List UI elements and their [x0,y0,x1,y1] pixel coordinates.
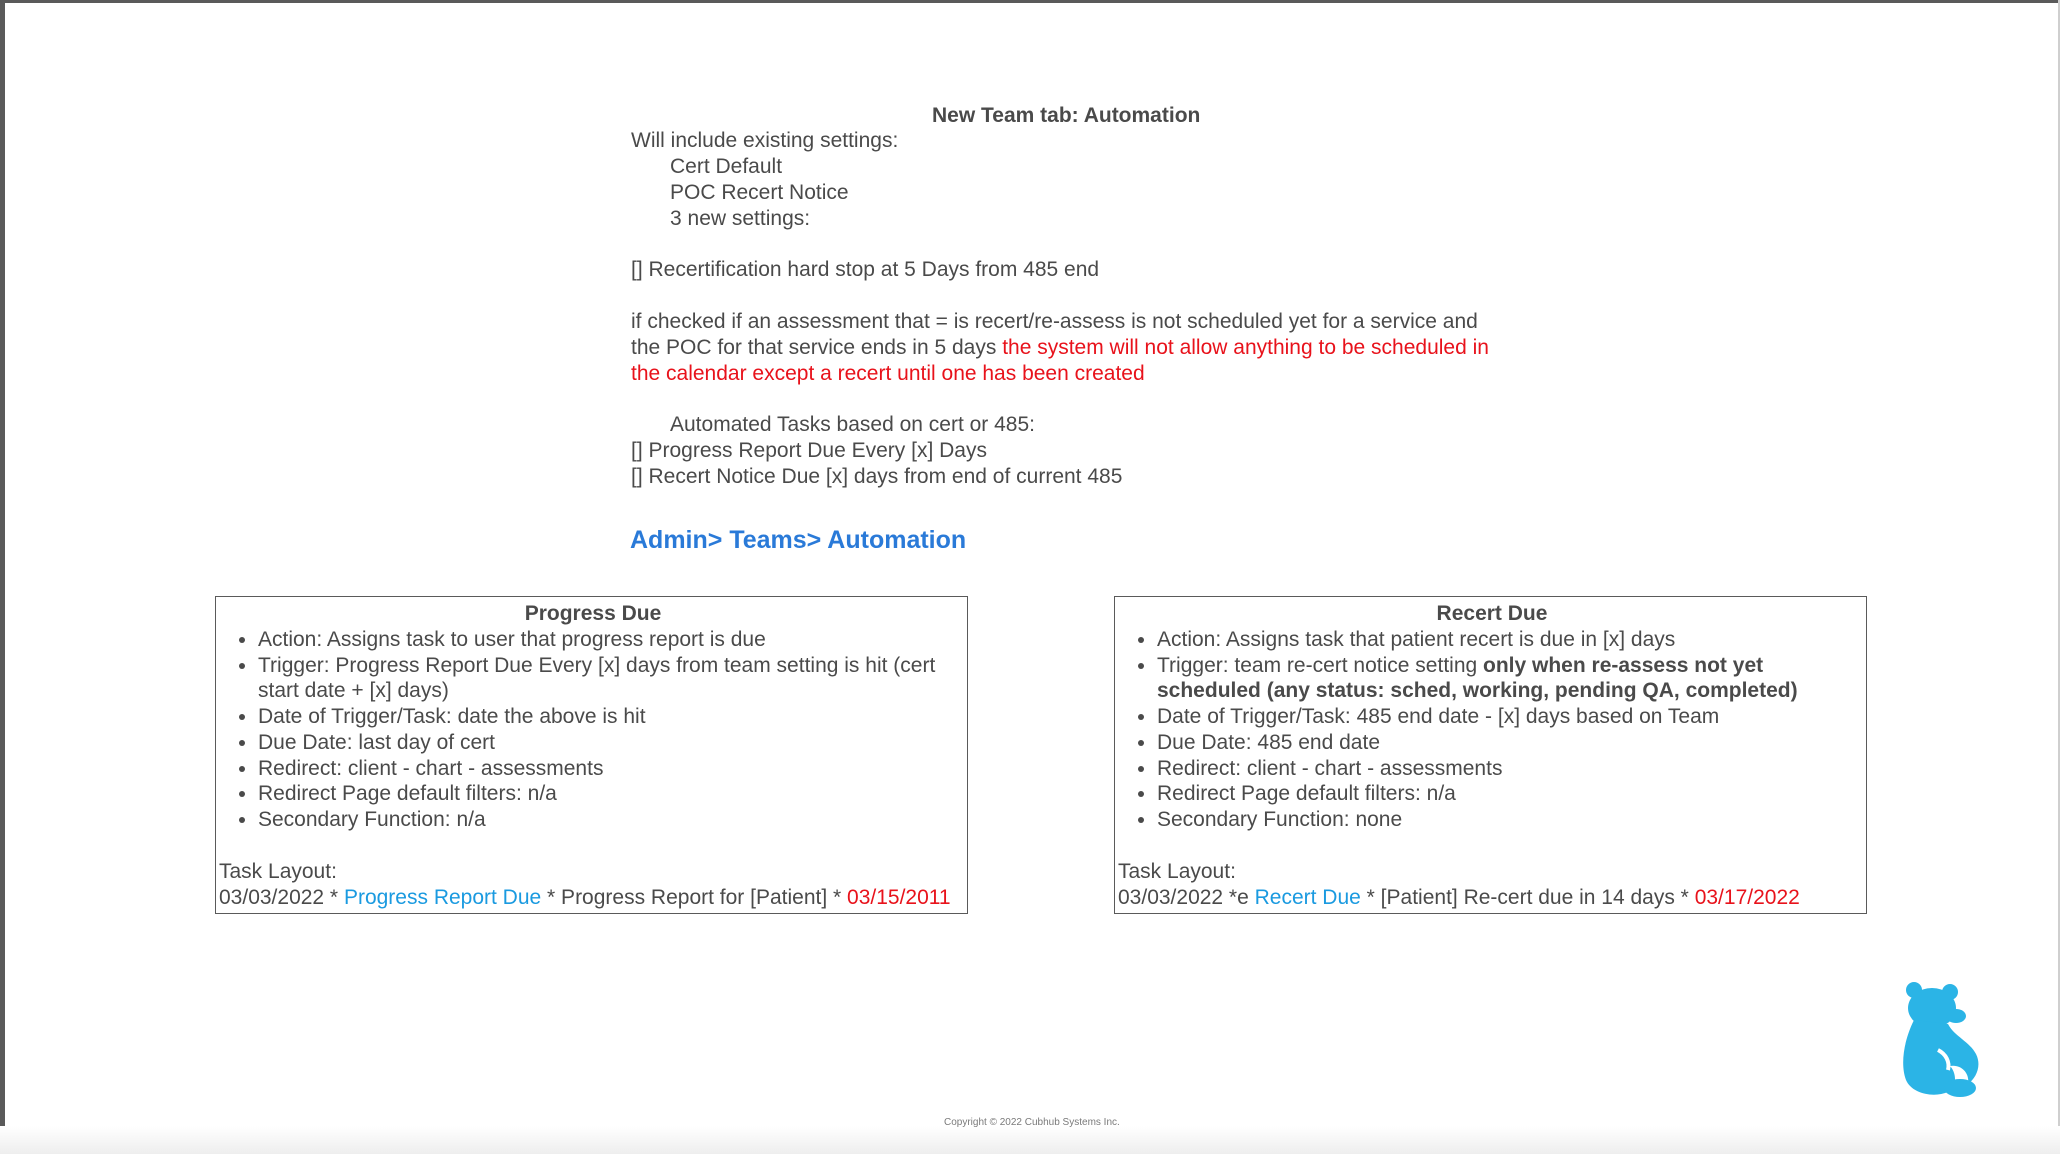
list-item: • Action: Assigns task that patient recert is due in [x] days [1157,627,1866,653]
trigger-bold: only when re-assess not yet scheduled (any status: sched, working, pending QA, completed) [1157,653,1798,703]
breadcrumb-heading: Admin> Teams> Automation [630,526,967,554]
task-layout-example [219,885,967,911]
progress-due-list [219,627,967,833]
list-item: • Due Date: 485 end date [1157,730,1866,756]
window-top-border [0,0,2060,3]
setting-cert-default: Cert Default [670,155,783,178]
automated-intro: Automated Tasks based on cert or 485: [670,413,1035,436]
list-item: • Date of Trigger/Task: date the above is hit [258,704,967,730]
list-item: • Action: Assigns task to user that progress report is due [258,627,967,653]
recert-due-title: Recert Due [1436,602,1548,625]
list-item: • Secondary Function: n/a [258,807,967,833]
progress-due-box [215,596,968,914]
task-layout-due-date: 03/17/2022 [1694,885,1800,909]
doc-title: New Team tab: Automation [932,104,1201,127]
hard-stop-desc-plain: the POC for that service ends in 5 days [631,336,1003,359]
task-layout-text: * Progress Report for [Patient] * [541,885,848,909]
list-item: • Redirect: client - chart - assessments [1157,756,1866,782]
task-layout-link[interactable]: Recert Due [1254,885,1361,909]
task-layout-label: Task Layout: [1118,859,1236,883]
task-layout-example [1118,885,1866,911]
automated-item-progress: [] Progress Report Due Every [x] Days [631,439,987,462]
list-item [1157,653,1866,704]
hard-stop-setting: [] Recertification hard stop at 5 Days from 485 end [631,258,1100,281]
list-item: • Redirect: client - chart - assessments [258,756,967,782]
trigger-plain: Trigger: team re-cert notice setting [1157,653,1484,677]
list-item: • Date of Trigger/Task: 485 end date - [x] days based on Team [1157,704,1866,730]
hard-stop-desc-line2 [631,335,1489,361]
recert-due-list [1118,627,1866,833]
hard-stop-desc-warning: the system will not allow anything to be scheduled in [1002,336,1489,359]
list-item: • Due Date: last day of cert [258,730,967,756]
task-layout-link[interactable]: Progress Report Due [343,885,542,909]
task-layout-text: * [Patient] Re-cert due in 14 days * [1360,885,1695,909]
list-item: • Redirect Page default filters: n/a [1157,781,1866,807]
progress-due-title: Progress Due [524,602,662,625]
automated-item-recert: [] Recert Notice Due [x] days from end of current 485 [631,465,1123,488]
setting-new-count: 3 new settings: [670,207,811,230]
task-layout-label: Task Layout: [219,859,337,883]
task-layout-due-date: 03/15/2011 [847,885,951,909]
hard-stop-desc-line3: the calendar except a recert until one has been created [631,362,1145,385]
setting-poc-recert: POC Recert Notice [670,181,849,204]
intro-text: Will include existing settings: [631,129,899,152]
hard-stop-desc-line1: if checked if an assessment that = is recert/re-assess is not scheduled yet for a service and [631,310,1478,333]
window-bottom-shade [0,1126,2060,1154]
window-left-border [0,0,5,1154]
task-layout-date: 03/03/2022 *e [1118,885,1255,909]
task-layout-date: 03/03/2022 * [219,885,344,909]
bear-cub-logo-icon [1898,980,1984,1098]
copyright-text: Copyright © 2022 Cubhub Systems Inc. [944,1117,1120,1128]
list-item: • Secondary Function: none [1157,807,1866,833]
recert-due-box [1114,596,1867,914]
list-item: • Trigger: Progress Report Due Every [x] days from team setting is hit (cert start date + [x] days) [258,653,967,704]
list-item: • Redirect Page default filters: n/a [258,781,967,807]
